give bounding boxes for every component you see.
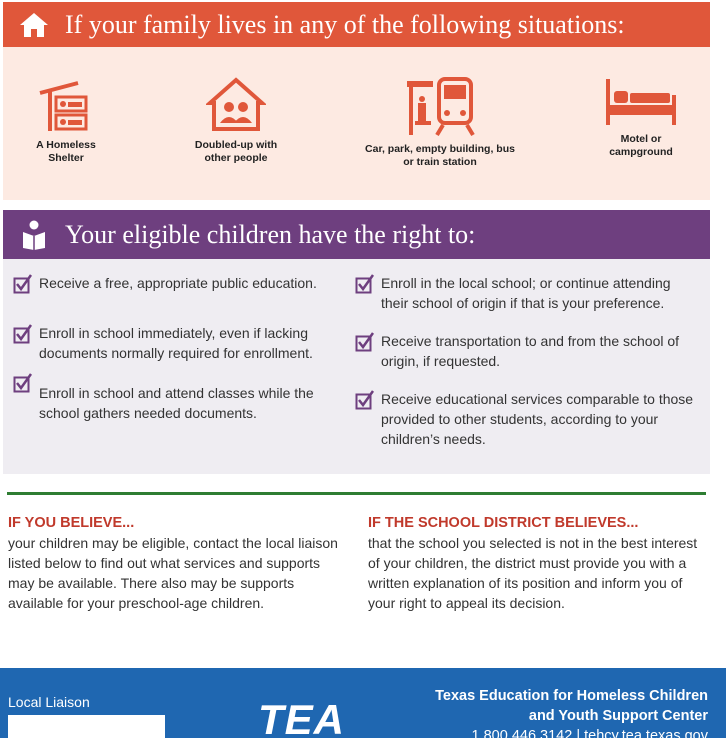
house-icon bbox=[3, 12, 65, 38]
support-center-info bbox=[435, 686, 708, 746]
liaison-field bbox=[8, 715, 165, 745]
center-name-line2: and Youth Support Center bbox=[528, 708, 708, 724]
liaison-label: Local Liaison bbox=[8, 694, 90, 710]
checkbox-icon bbox=[13, 373, 33, 393]
footer bbox=[0, 668, 726, 744]
rights-title: Your eligible children have the right to: bbox=[65, 219, 476, 249]
rights-banner bbox=[3, 210, 710, 259]
right-item bbox=[13, 323, 343, 363]
right-text: Enroll in school and attend classes while the school gathers needed documents. bbox=[39, 385, 314, 421]
checkbox-icon bbox=[355, 332, 375, 352]
situations-panel bbox=[3, 47, 710, 200]
child-reading-icon bbox=[3, 220, 65, 250]
shelter-bunk-icon bbox=[21, 77, 111, 133]
center-name-line1: Texas Education for Homeless Children bbox=[435, 688, 708, 704]
right-text: Receive educational services comparable to those provided to other students, according to your children’s needs. bbox=[381, 391, 694, 447]
section-divider bbox=[7, 492, 706, 495]
right-item bbox=[13, 383, 343, 423]
checkbox-icon bbox=[13, 324, 33, 344]
right-item bbox=[13, 273, 333, 294]
right-text: Receive transportation to and from the school of origin, if requested. bbox=[381, 333, 680, 369]
situations-banner bbox=[3, 2, 710, 47]
right-item bbox=[355, 389, 700, 449]
if-you-believe-section bbox=[8, 513, 343, 613]
situation-label: Motel or campground bbox=[609, 133, 673, 159]
right-text: Enroll in the local school; or continue attending their school of origin if that is your preference. bbox=[381, 275, 671, 311]
situation-label: Doubled-up with other people bbox=[194, 139, 278, 165]
checkbox-icon bbox=[355, 390, 375, 410]
right-text: Enroll in school immediately, even if lacking documents normally required for enrollment. bbox=[39, 325, 313, 361]
right-item bbox=[355, 331, 700, 371]
situation-label: Car, park, empty building, bus or train station bbox=[365, 143, 515, 169]
bed-icon bbox=[593, 77, 689, 127]
shared-house-icon bbox=[186, 77, 286, 133]
section-text: your children may be eligible, contact the local liaison listed below to find out what services and supports may be available. There also may be supports available for your preschool-age children. bbox=[8, 535, 338, 611]
contact-info: 1.800.446.3142 | tehcy.tea.texas.gov bbox=[471, 728, 708, 744]
tea-logo: TEA bbox=[258, 696, 345, 743]
situation-label: A Homeless Shelter bbox=[36, 139, 96, 165]
checkbox-icon bbox=[13, 274, 33, 294]
train-station-icon bbox=[365, 77, 515, 137]
situation-car-park bbox=[365, 77, 515, 169]
section-text: that the school you selected is not in the best interest of your children, the district must provide you with a written explanation of its position and inform you of your right to appeal its decision. bbox=[368, 535, 698, 611]
situation-shelter bbox=[21, 77, 111, 165]
checkbox-icon bbox=[355, 274, 375, 294]
right-item bbox=[355, 273, 700, 313]
section-heading: IF YOU BELIEVE... bbox=[8, 515, 135, 531]
situation-doubled-up bbox=[186, 77, 286, 165]
if-district-believes-section bbox=[368, 513, 698, 613]
rights-panel bbox=[3, 259, 710, 474]
right-text: Receive a free, appropriate public education. bbox=[39, 275, 317, 291]
section-heading: IF THE SCHOOL DISTRICT BELIEVES... bbox=[368, 515, 639, 531]
situations-title: If your family lives in any of the following situations: bbox=[65, 9, 625, 39]
situation-motel bbox=[593, 77, 689, 159]
